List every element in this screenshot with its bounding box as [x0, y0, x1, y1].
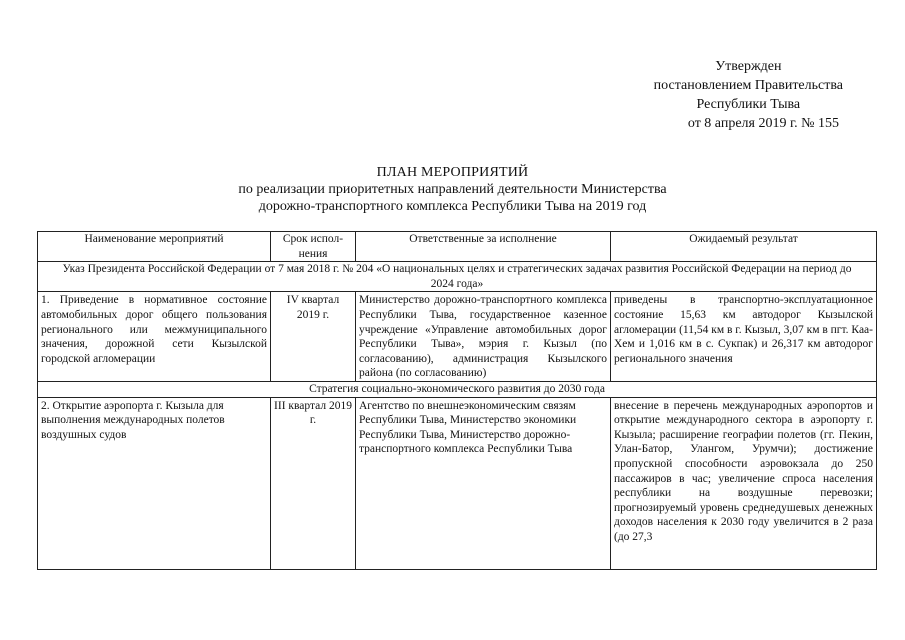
- section-row-1: [38, 262, 877, 292]
- row2-term: III квартал 2019 г.: [271, 397, 356, 569]
- approval-line-1: Утвержден: [715, 59, 782, 74]
- row1-term: IV квартал 2019 г.: [271, 292, 356, 382]
- header-responsible: Ответственные за исполнение: [356, 232, 611, 262]
- document-title: [0, 164, 905, 215]
- title-line-1: ПЛАН МЕРОПРИЯТИЙ: [376, 165, 529, 180]
- header-term: Срок испол-нения: [271, 232, 356, 262]
- table-row: [38, 397, 877, 569]
- section-strategy: Стратегия социально-экономического развития до 2030 года: [38, 381, 877, 397]
- approval-date: от 8 апреля 2019 г. № 155: [687, 116, 839, 131]
- plan-table: [37, 231, 877, 570]
- row2-result: внесение в перечень международных аэропортов и открытие международного сектора в аэропорту г. Кызыла; расширение географии полетов (гг. Пекин, Улан-Батор, Улангом, Урумчи); достижение пропускной способности аэровокзала до 250 пассажиров в час; увеличение спроса населения республики на воздушные перевозки; прогнозируемый уровень среднедушевых денежных доходов населения к 2030 году увеличится в 2 раза (до 27,3: [611, 397, 877, 569]
- table-row: [38, 292, 877, 382]
- row1-responsible: Министерство дорожно-транспортного комплекса Республики Тыва, государственное казенное учреждение «Управление автомобильных дорог Республики Тыва», мэрия г. Кызыл (по согласованию), администрация Кызылского района (по согласованию): [356, 292, 611, 382]
- approval-line-2: постановлением Правительства: [653, 78, 843, 93]
- row2-name: 2. Открытие аэропорта г. Кызыла для выполнения международных полетов воздушных судов: [38, 397, 271, 569]
- header-result: Ожидаемый результат: [611, 232, 877, 262]
- section-decree: Указ Президента Российской Федерации от 7 мая 2018 г. № 204 «О национальных целях и стратегических задачах развития Российской Федерации на период до 2024 года»: [38, 262, 877, 292]
- row1-result: приведены в транспортно-эксплуатационное состояние 15,63 км автодорог Кызылской агломерации (11,54 км в г. Кызыл, 3,07 км в пгт. Каа-Хем и 1,016 км в с. Сукпак) и 26,317 км автодорог регионального значения: [611, 292, 877, 382]
- section-row-2: [38, 381, 877, 397]
- row1-name: 1. Приведение в нормативное состояние автомобильных дорог общего пользования регионального или межмуниципального значения, дорожной сети Кызылской городской агломерации: [38, 292, 271, 382]
- title-line-3: дорожно-транспортного комплекса Республики Тыва на 2019 год: [258, 199, 647, 214]
- approval-block: [654, 57, 843, 114]
- header-name: Наименование мероприятий: [38, 232, 271, 262]
- approval-line-3: Республики Тыва: [696, 97, 801, 112]
- table-header-row: [38, 232, 877, 262]
- row2-responsible: Агентство по внешнеэкономическим связям Республики Тыва, Министерство экономики Республики Тыва, Министерство дорожно-транспортного комплекса Республики Тыва: [356, 397, 611, 569]
- title-line-2: по реализации приоритетных направлений деятельности Министерства: [238, 182, 667, 197]
